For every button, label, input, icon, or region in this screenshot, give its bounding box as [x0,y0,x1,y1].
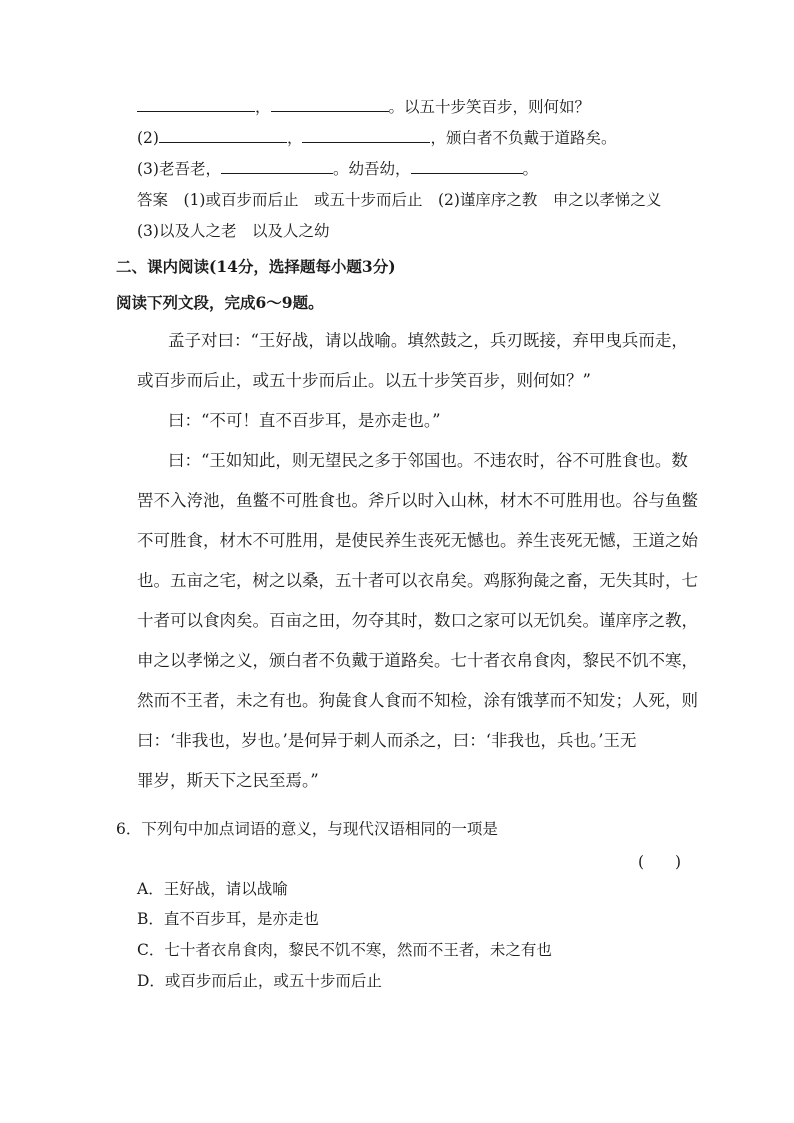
passage-line: 申之以孝悌之义，颁白者不负戴于道路矣。七十者衣帛食肉，黎民不饥不寒， [137,651,698,670]
passage-line: 然而不王者，未之有也。狗彘食人食而不知检，涂有饿莩而不知发；人死，则 [137,691,698,710]
answer-blank [302,127,430,143]
passage-line: 曰：“不可！直不百步耳，是亦走也。” [168,411,441,430]
option-a: A．王好战，请以战喻 [137,880,288,898]
answer-parentheses: ( ) [638,853,682,871]
fill-blank-line-2: (2) ， ，颁白者不负戴于道路矣。 [137,129,617,147]
passage-line: 或百步而后止，或五十步而后止。以五十步笑百步，则何如？” [137,371,591,390]
option-b: B．直不百步耳，是亦走也 [137,910,319,928]
passage-line: 曰：“王如知此，则无望民之多于邻国也。不违农时，谷不可胜食也。数 [168,451,688,470]
answer-text: (3)以及人之老 以及人之幼 [137,222,330,240]
answer-line-1 [137,189,661,211]
answer-blank [271,96,389,112]
answer-line-2 [137,220,329,242]
option-c: C．七十者衣帛食肉，黎民不饥不寒，然而不王者，未之有也 [137,941,552,959]
answer-blank [159,127,287,143]
passage-line: 也。五亩之宅，树之以桑，五十者可以衣帛矣。鸡豚狗彘之畜，无失其时，七 [137,571,698,590]
section-instruction: 阅读下列文段，完成6～9题。 [116,293,324,312]
answer-blank [221,158,333,174]
fill-blank-line-3: (3)老吾老， 。幼吾幼， 。 [137,160,539,178]
passage-line: 不可胜食，材木不可胜用，是使民养生丧死无憾也。养生丧死无憾，王道之始 [137,531,698,550]
answer-label: 答案 [137,191,169,209]
passage-line: 十者可以食肉矣。百亩之田，勿夺其时，数口之家可以无饥矣。谨庠序之教， [137,611,698,630]
answer-blank [411,158,523,174]
answer-blank [137,96,255,112]
fill-blank-line-1: ， 。以五十步笑百步，则何如？ [137,96,590,118]
question-stem: 6．下列句中加点词语的意义，与现代汉语相同的一项是 [116,820,498,838]
passage-line: 罪岁，斯天下之民至焉。” [137,771,319,790]
answer-text: (1)或百步而后止 或五十步而后止 (2)谨庠序之教 申之以孝悌之义 [183,191,662,209]
passage-line: 罟不入洿池，鱼鳖不可胜食也。斧斤以时入山林，材木不可胜用也。谷与鱼鳖 [137,491,698,510]
option-d: D．或百步而后止，或五十步而后止 [137,972,382,990]
passage-line: 孟子对曰：“王好战，请以战喻。填然鼓之，兵刃既接，弃甲曳兵而走， [168,331,688,350]
passage-line: 曰：‘非我也，岁也。’是何异于刺人而杀之，曰：‘非我也，兵也。’王无 [137,731,637,750]
section-heading: 二、课内阅读(14分，选择题每小题3分) [116,257,396,276]
